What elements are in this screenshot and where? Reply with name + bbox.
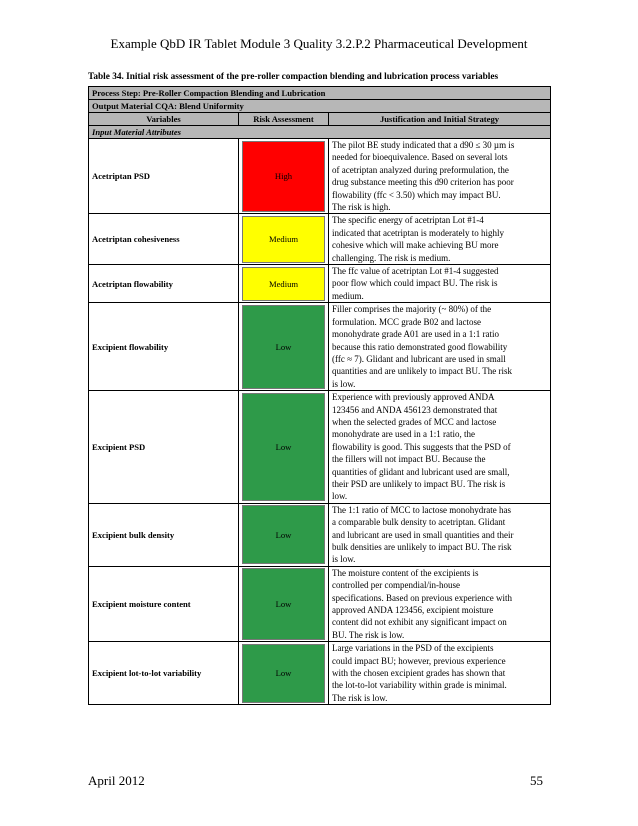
justification-text [329, 391, 551, 504]
justification-line: monohydrate are used in a 1:1 ratio, the [332, 429, 475, 440]
risk-level-badge: Medium [242, 216, 325, 263]
justification-line: with the chosen excipient grades has shown that [332, 668, 506, 679]
variable-name: Excipient lot-to-lot variability [89, 642, 239, 705]
justification-line: Filler comprises the majority (~ 80%) of the [332, 304, 492, 315]
justification-line: The risk is low. [332, 692, 388, 703]
justification-line: drug substance meeting this d90 criterion has poor [332, 177, 514, 188]
variable-name: Excipient flowability [89, 303, 239, 391]
variable-name: Acetriptan flowability [89, 265, 239, 303]
risk-cell [239, 391, 329, 504]
risk-level-badge: Low [242, 505, 325, 564]
justification-line: specifications. Based on previous experience with [332, 592, 512, 603]
justification-line: (ffc ≈ 7). Glidant and lubricant are used in small [332, 353, 506, 364]
justification-line: bulk densities are unlikely to impact BU. The risk [332, 542, 512, 552]
justification-line: flowability is good. This suggests that the PSD of [332, 441, 511, 452]
justification-line: medium. [332, 290, 364, 301]
justification-line: Large variations in the PSD of the excipients [332, 643, 494, 654]
column-header-risk: Risk Assessment [239, 113, 329, 126]
risk-cell [239, 139, 329, 214]
risk-level-badge: Low [242, 393, 325, 502]
justification-line: of acetriptan analyzed during preformulation, the [332, 164, 509, 175]
justification-line: The 1:1 ratio of MCC to lactose monohydrate has [332, 504, 511, 515]
variable-name: Excipient moisture content [89, 566, 239, 641]
variable-name: Acetriptan cohesiveness [89, 214, 239, 265]
justification-line: because this ratio demonstrated good flowability [332, 341, 508, 352]
justification-text [329, 566, 551, 641]
justification-line: is low. [332, 378, 356, 389]
risk-cell [239, 214, 329, 265]
table-row [89, 566, 551, 641]
justification-line: The specific energy of acetriptan Lot #1-4 [332, 215, 484, 226]
justification-line: quantities of glidant and lubricant used are small, [332, 466, 510, 477]
justification-text [329, 303, 551, 391]
justification-line: The pilot BE study indicated that a d90 ≤ 30 µm is [332, 140, 515, 150]
process-step-row: Process Step: Pre-Roller Compaction Blending and Lubrication [89, 87, 551, 100]
table-row [89, 214, 551, 265]
justification-line: and lubricant are used in small quantities and their [332, 529, 514, 540]
justification-line: controlled per compendial/in-house [332, 580, 460, 591]
justification-line: The ffc value of acetriptan Lot #1-4 suggested [332, 266, 499, 277]
justification-line: the lot-to-lot variability within grade is minimal. [332, 680, 507, 691]
justification-line: monohydrate grade A01 are used in a 1:1 ratio [332, 329, 499, 340]
output-cqa-row: Output Material CQA: Blend Uniformity [89, 100, 551, 113]
column-header-row [89, 113, 551, 126]
footer-date: April 2012 [88, 773, 145, 788]
justification-line: 123456 and ANDA 456123 demonstrated that [332, 404, 498, 415]
justification-line: approved ANDA 123456, excipient moisture [332, 605, 494, 616]
section-row: Input Material Attributes [89, 126, 551, 139]
column-header-justification: Justification and Initial Strategy [329, 113, 551, 126]
justification-line: their PSD are unlikely to impact BU. The risk is [332, 478, 506, 489]
justification-text [329, 265, 551, 303]
table-row [89, 265, 551, 303]
justification-text [329, 503, 551, 566]
table-caption: Table 34. Initial risk assessment of the pre-roller compaction blending and lubrication process variables [88, 72, 499, 82]
justification-line: quantities and are unlikely to impact BU. The risk [332, 366, 513, 377]
justification-text [329, 139, 551, 214]
table-row [89, 303, 551, 391]
risk-assessment-table [88, 86, 551, 705]
justification-line: low. [332, 491, 348, 502]
justification-line: challenging. The risk is medium. [332, 252, 451, 263]
justification-line: the fillers will not impact BU. Because the [332, 454, 486, 465]
risk-level-badge: Low [242, 305, 325, 389]
justification-line: indicated that acetriptan is moderately to highly [332, 227, 504, 238]
justification-line: poor flow which could impact BU. The risk is [332, 278, 498, 289]
footer-page-number: 55 [530, 773, 543, 788]
justification-text [329, 642, 551, 705]
column-header-variables: Variables [89, 113, 239, 126]
risk-cell [239, 642, 329, 705]
variable-name: Excipient PSD [89, 391, 239, 504]
justification-line: formulation. MCC grade B02 and lactose [332, 316, 481, 327]
table-row [89, 503, 551, 566]
justification-line: a comparable bulk density to acetriptan. Glidant [332, 517, 506, 528]
variable-name: Acetriptan PSD [89, 139, 239, 214]
justification-line: Experience with previously approved ANDA [332, 392, 495, 403]
justification-line: is low. [332, 554, 356, 565]
risk-level-badge: Low [242, 644, 325, 703]
justification-text [329, 214, 551, 265]
variable-name: Excipient bulk density [89, 503, 239, 566]
justification-line: BU. The risk is low. [332, 629, 405, 640]
justification-line: cohesive which will make achieving BU more [332, 240, 499, 251]
table-row [89, 391, 551, 504]
justification-line: The moisture content of the excipients is [332, 567, 479, 578]
justification-line: could impact BU; however, previous experience [332, 655, 506, 666]
justification-line: when the selected grades of MCC and lactose [332, 416, 497, 427]
justification-line: content did not exhibit any significant impact on [332, 617, 507, 628]
table-row [89, 139, 551, 214]
risk-cell [239, 303, 329, 391]
risk-cell [239, 265, 329, 303]
justification-line: needed for bioequivalence. Based on several lots [332, 152, 508, 163]
page-header: Example QbD IR Tablet Module 3 Quality 3.2.P.2 Pharmaceutical Development [110, 36, 528, 51]
risk-level-badge: Low [242, 568, 325, 639]
risk-cell [239, 503, 329, 566]
risk-cell [239, 566, 329, 641]
table-row [89, 642, 551, 705]
risk-level-badge: High [242, 141, 325, 212]
justification-line: The risk is high. [332, 202, 391, 213]
risk-level-badge: Medium [242, 267, 325, 301]
justification-line: flowability (ffc < 3.50) which may impact BU. [332, 189, 501, 200]
